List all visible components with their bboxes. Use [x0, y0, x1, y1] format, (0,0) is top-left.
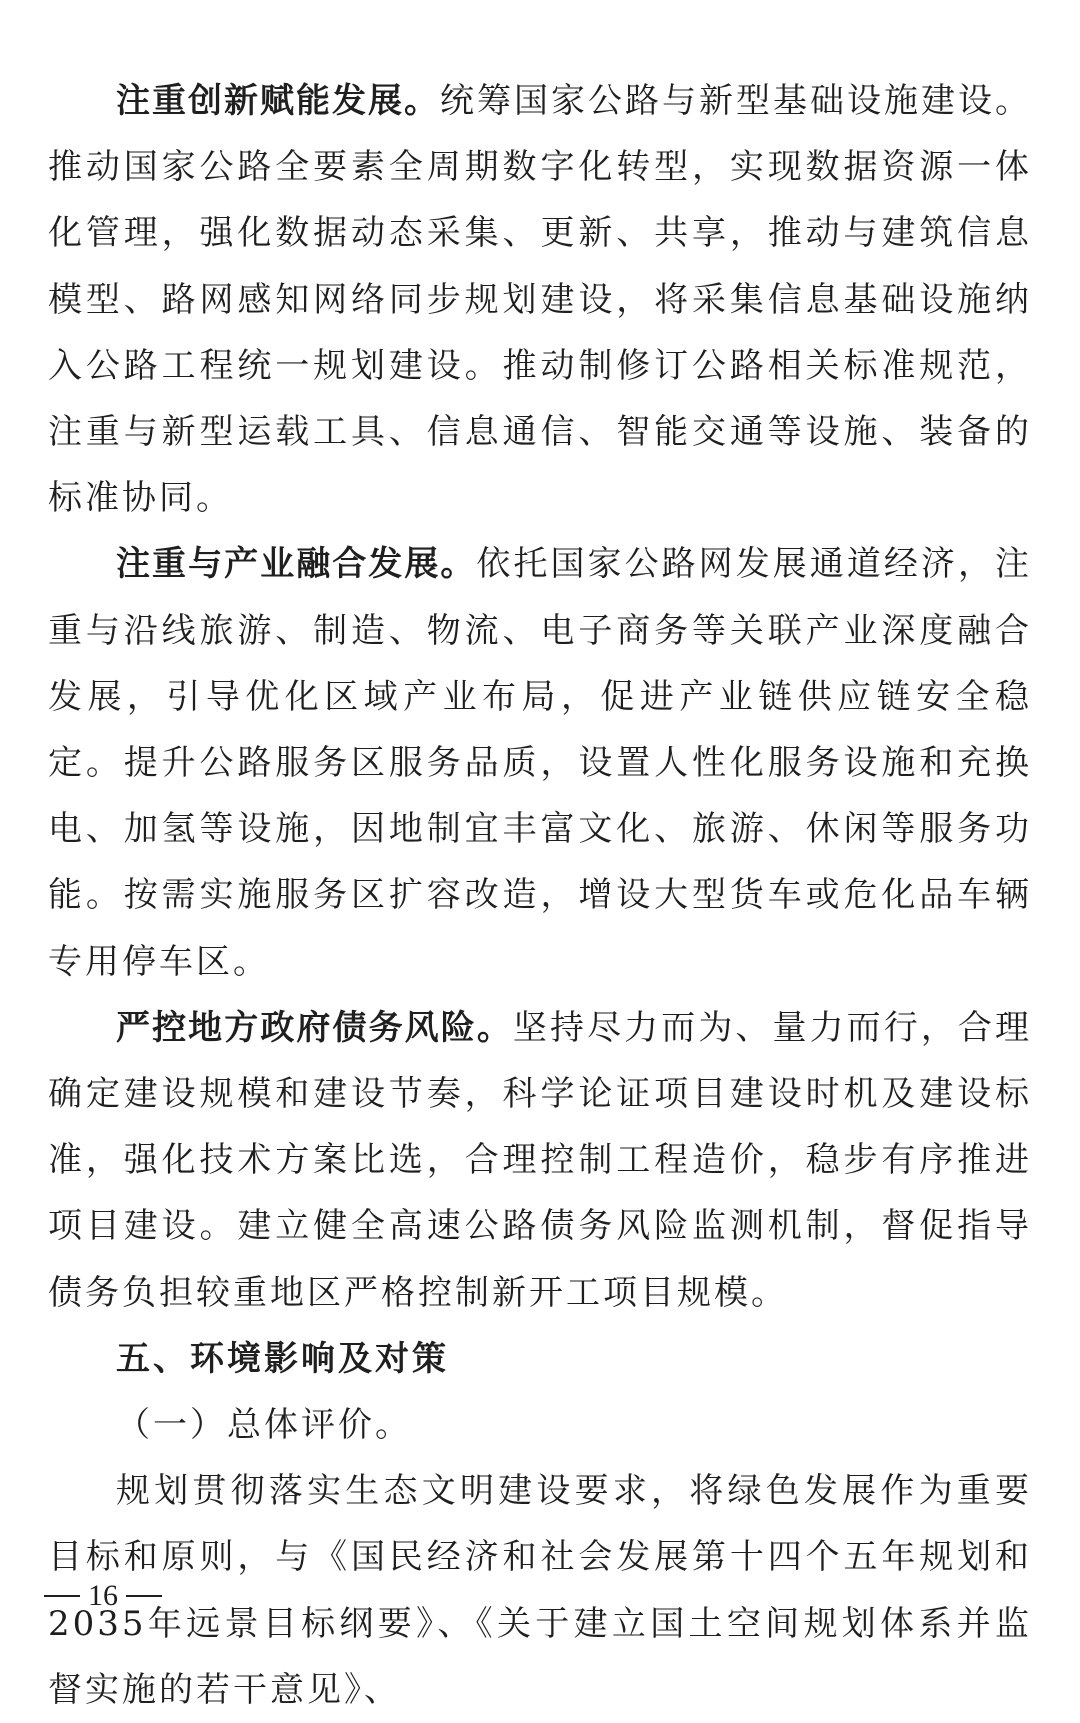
- paragraph-lead: 注重创新赋能发展。: [116, 81, 440, 121]
- page-number-value: 16: [88, 1579, 118, 1613]
- paragraph-debt-risk: [48, 995, 1032, 1326]
- paragraph-body: 坚持尽力而为、量力而行，合理确定建设规模和建设节奏，科学论证项目建设时机及建设标准，强化技术方案比选，合理控制工程造价，稳步有序推进项目建设。建立健全高速公路债务风险监测机制，督促指导债务负担较重地区严格控制新开工项目规模。: [48, 1007, 1033, 1313]
- paragraph-body: 依托国家公路网发展通道经济，注重与沿线旅游、制造、物流、电子商务等关联产业深度融合发展，引导优化区域产业布局，促进产业链供应链安全稳定。提升公路服务区服务品质，设置人性化服务设施和充换电、加氢等设施，因地制宜丰富文化、旅游、休闲等服务功能。按需实施服务区扩容改造，增设大型货车或危化品车辆专用停车区。: [48, 544, 1033, 982]
- paragraph-industry-integration: [48, 531, 1032, 994]
- paragraph-lead: 严控地方政府债务风险。: [116, 1007, 513, 1048]
- paragraph-lead: 注重与产业融合发展。: [116, 544, 477, 585]
- subsection-heading: （一）总体评价。: [116, 1405, 412, 1446]
- page-number-dash-right: [126, 1595, 162, 1597]
- closing-paragraph: 规划贯彻落实生态文明建设要求，将绿色发展作为重要目标和原则，与《国民经济和社会发展第十四个五年规划和2035年远景目标纲要》、《关于建立国土空间规划体系并监督实施的若干意见》、: [48, 1471, 1032, 1710]
- paragraph-innovation: [48, 68, 1032, 531]
- page-content: [48, 68, 1032, 1723]
- paragraph-body: 统筹国家公路与新型基础设施建设。推动国家公路全要素全周期数字化转型，实现数据资源一体化管理，强化数据动态采集、更新、共享，推动与建筑信息模型、路网感知网络同步规划建设，将采集信息基础设施纳入公路工程统一规划建设。推动制修订公路相关标准规范，注重与新型运载工具、信息通信、智能交通等设施、装备的标准协同。: [48, 81, 1032, 519]
- section-heading: 五、环境影响及对策: [116, 1338, 449, 1379]
- page-number: [44, 1574, 162, 1616]
- page-number-dash-left: [44, 1595, 80, 1597]
